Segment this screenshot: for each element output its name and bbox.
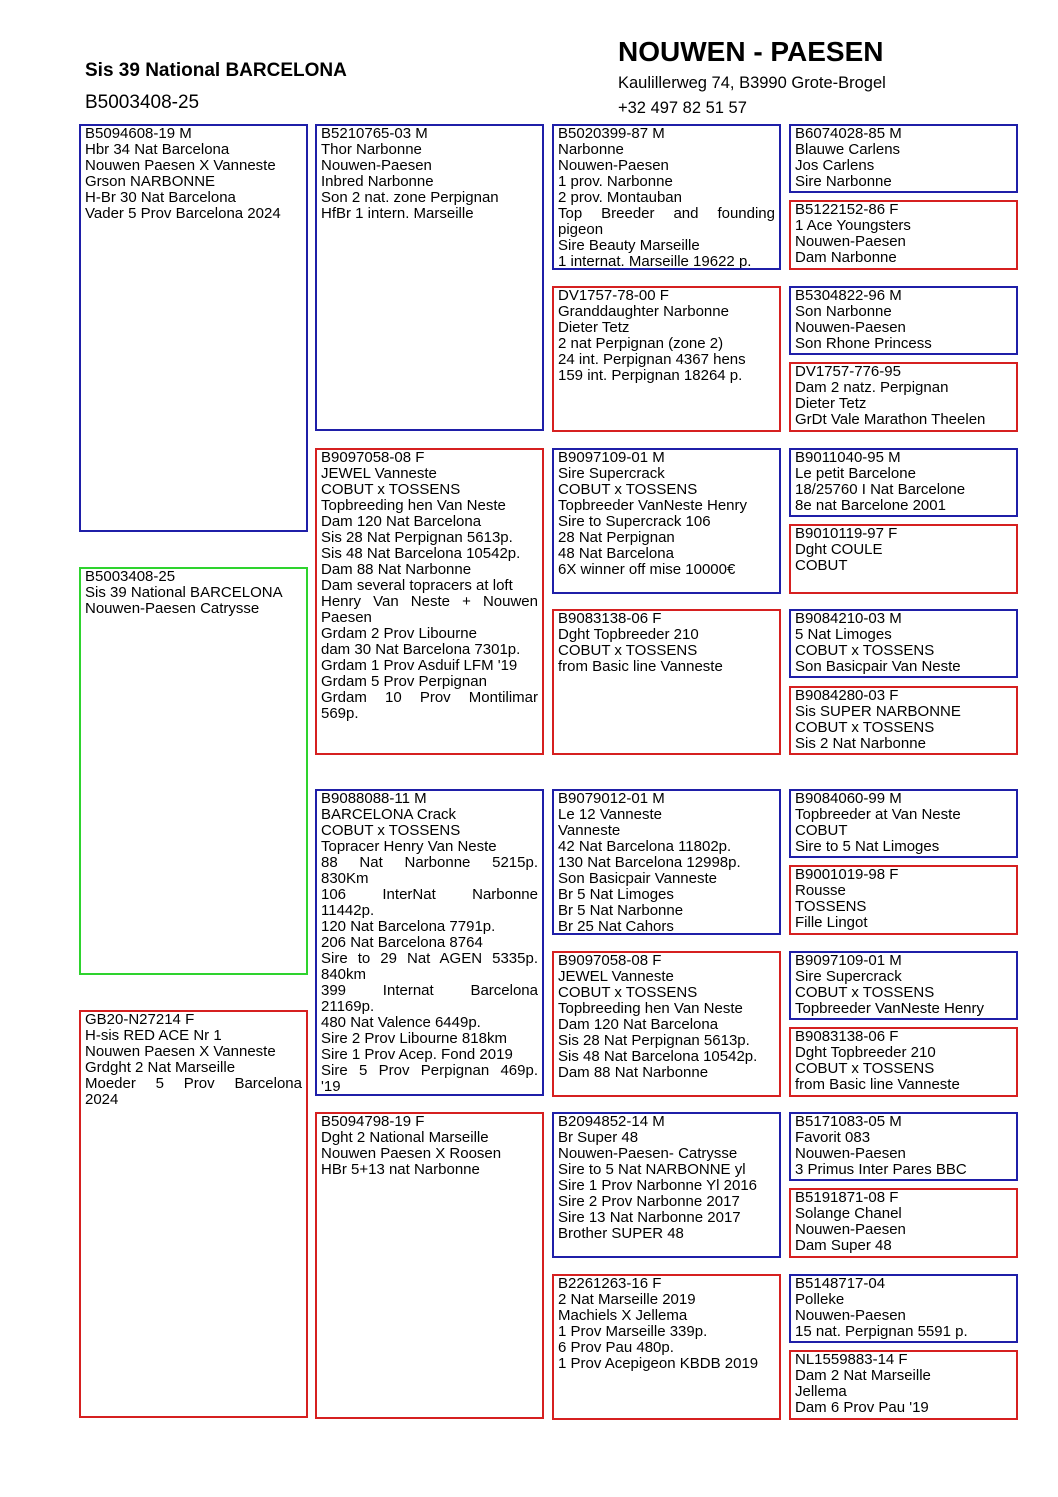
sdd-line: from Basic line Vanneste — [558, 658, 723, 675]
g4-line: Sis 2 Nat Narbonne — [795, 735, 926, 752]
sss-line: 1 internat. Marseille 19622 p. — [558, 253, 752, 270]
ds-line: Topracer Henry Van Neste — [321, 838, 497, 855]
subject-line: Sis 39 National BARCELONA — [85, 584, 283, 601]
g4-ring: B9011040-95 M — [795, 449, 901, 466]
sds-line: 6X winner off mise 10000€ — [558, 561, 736, 578]
ssd-line: Granddaughter Narbonne — [558, 303, 729, 320]
pedigree-title: Sis 39 National BARCELONA — [85, 60, 347, 81]
ssd-box — [552, 286, 781, 432]
g4-line: Blauwe Carlens — [795, 141, 901, 158]
g4-line: Son Narbonne — [795, 303, 892, 320]
g4-box-14 — [789, 1188, 1018, 1258]
sdd-line: Dght Topbreeder 210 — [558, 626, 699, 643]
g4-line: Topbreeder at Van Neste — [795, 806, 961, 823]
sd-line: Grdam 10 Prov Montilimar — [321, 689, 538, 706]
g4-ring: NL1559883-14 F — [795, 1351, 908, 1368]
g4-box-15 — [789, 1274, 1018, 1343]
g4-line: COBUT — [795, 557, 848, 574]
g4-line: Dam Narbonne — [795, 249, 897, 266]
dds-line: Sire to 5 Nat NARBONNE yl — [558, 1161, 746, 1178]
ds-line: 480 Nat Valence 6449p. — [321, 1014, 481, 1031]
sss-line: Nouwen-Paesen — [558, 157, 669, 174]
sds-ring: B9097109-01 M — [558, 449, 665, 466]
g4-line: Nouwen-Paesen — [795, 1221, 906, 1238]
ssd-line: 2 nat Perpignan (zone 2) — [558, 335, 724, 352]
ss-line: Inbred Narbonne — [321, 173, 434, 190]
g4-ring: B9084280-03 F — [795, 687, 899, 704]
sire-sire-box — [315, 124, 544, 431]
dsd-ring: B9097058-08 F — [558, 952, 662, 969]
g4-line: Dam 2 natz. Perpignan — [795, 379, 949, 396]
subject-ring: B5003408-25 — [85, 568, 176, 585]
sd-line: COBUT x TOSSENS — [321, 481, 461, 498]
dss-line: Br 25 Nat Cahors — [558, 918, 674, 935]
g4-line: 15 nat. Perpignan 5591 p. — [795, 1323, 968, 1340]
ssd-line: 24 int. Perpignan 4367 hens — [558, 351, 746, 368]
sds-line: COBUT x TOSSENS — [558, 481, 698, 498]
dsd-box — [552, 951, 781, 1097]
g4-line: 3 Primus Inter Pares BBC — [795, 1161, 967, 1178]
ds-line: Sire 5 Prov Perpignan 469p. — [321, 1062, 538, 1079]
sd-line: Grdam 5 Prov Perpignan — [321, 673, 487, 690]
g4-line: Dam 2 Nat Marseille — [795, 1367, 931, 1384]
ds-line: 830Km — [321, 870, 369, 887]
ss-line: Son 2 nat. zone Perpignan — [321, 189, 499, 206]
sdd-line: COBUT x TOSSENS — [558, 642, 698, 659]
ddd-ring: B2261263-16 F — [558, 1275, 662, 1292]
g4-line: 5 Nat Limoges — [795, 626, 892, 643]
dd-line: Nouwen Paesen X Roosen — [321, 1145, 502, 1162]
sds-line: 48 Nat Barcelona — [558, 545, 674, 562]
g4-ring: B5122152-86 F — [795, 201, 899, 218]
sd-line: Topbreeding hen Van Neste — [321, 497, 506, 514]
g4-line: Nouwen-Paesen — [795, 233, 906, 250]
dss-ring: B9079012-01 M — [558, 790, 665, 807]
sire-line: Nouwen Paesen X Vanneste — [85, 157, 276, 174]
g4-line: Jellema — [795, 1383, 847, 1400]
g4-box-6 — [789, 524, 1018, 594]
g4-box-8 — [789, 686, 1018, 755]
g4-line: COBUT — [795, 822, 848, 839]
sire-line: Grson NARBONNE — [85, 173, 216, 190]
sss-line: 2 prov. Montauban — [558, 189, 682, 206]
ds-line: 206 Nat Barcelona 8764 — [321, 934, 483, 951]
ddd-line: Machiels X Jellema — [558, 1307, 688, 1324]
sd-line: Paesen — [321, 609, 372, 626]
g4-box-9 — [789, 789, 1018, 858]
ds-line: Sire 1 Prov Acep. Fond 2019 — [321, 1046, 513, 1063]
g4-line: Sire Supercrack — [795, 968, 902, 985]
g4-line: 18/25760 I Nat Barcelone — [795, 481, 966, 498]
dam-ring: GB20-N27214 F — [85, 1011, 195, 1028]
dss-line: 130 Nat Barcelona 12998p. — [558, 854, 741, 871]
sire-ring: B5094608-19 M — [85, 125, 192, 142]
sds-line: Sire Supercrack — [558, 465, 665, 482]
ds-line: 120 Nat Barcelona 7791p. — [321, 918, 496, 935]
sd-line: JEWEL Vanneste — [321, 465, 437, 482]
sds-line: Sire to Supercrack 106 — [558, 513, 711, 530]
dam-sire-box — [315, 789, 544, 1096]
sire-line: Vader 5 Prov Barcelona 2024 — [85, 205, 281, 222]
sd-line: Grdam 1 Prov Asduif LFM '19 — [321, 657, 518, 674]
g4-line: Nouwen-Paesen — [795, 1307, 906, 1324]
g4-line: Dght COULE — [795, 541, 883, 558]
dsd-line: JEWEL Vanneste — [558, 968, 674, 985]
g4-line: TOSSENS — [795, 898, 867, 915]
g4-ring: B6074028-85 M — [795, 125, 902, 142]
sire-line: H-Br 30 Nat Barcelona — [85, 189, 236, 206]
sd-line: Dam 88 Nat Narbonne — [321, 561, 472, 578]
ds-line: 840km — [321, 966, 367, 983]
dam-line: H-sis RED ACE Nr 1 — [85, 1027, 222, 1044]
g4-ring: B5304822-96 M — [795, 287, 902, 304]
g4-box-7 — [789, 609, 1018, 678]
g4-line: Sis SUPER NARBONNE — [795, 703, 961, 720]
sdd-box — [552, 609, 781, 755]
sss-line: pigeon — [558, 221, 604, 238]
g4-line: Dieter Tetz — [795, 395, 867, 412]
ds-ring: B9088088-11 M — [321, 790, 427, 807]
dsd-line: Topbreeding hen Van Neste — [558, 1000, 743, 1017]
subject-line: Nouwen-Paesen Catrysse — [85, 600, 260, 617]
dam-line: Moeder 5 Prov Barcelona — [85, 1075, 302, 1092]
g4-ring: B9084060-99 M — [795, 790, 902, 807]
ds-line: 106 InterNat Narbonne — [321, 886, 538, 903]
dss-line: Br 5 Nat Limoges — [558, 886, 674, 903]
g4-ring: B9010119-97 F — [795, 525, 898, 542]
sss-line: 1 prov. Narbonne — [558, 173, 673, 190]
owner-name: NOUWEN - PAESEN — [618, 36, 884, 67]
sss-line: Top Breeder and founding — [558, 205, 775, 222]
sd-ring: B9097058-08 F — [321, 449, 425, 466]
g4-ring: B9001019-98 F — [795, 866, 899, 883]
sd-line: Dam several topracers at loft — [321, 577, 513, 594]
g4-line: Solange Chanel — [795, 1205, 902, 1222]
ds-line: 399 Internat Barcelona — [321, 982, 538, 999]
ss-line: Thor Narbonne — [321, 141, 422, 158]
ddd-line: 6 Prov Pau 480p. — [558, 1339, 674, 1356]
g4-line: Dam Super 48 — [795, 1237, 892, 1254]
g4-line: Polleke — [795, 1291, 845, 1308]
dss-line: Son Basicpair Vanneste — [558, 870, 717, 887]
sd-line: Henry Van Neste + Nouwen — [321, 593, 538, 610]
dsd-line: Sis 48 Nat Barcelona 10542p. — [558, 1048, 758, 1065]
dss-line: Br 5 Nat Narbonne — [558, 902, 684, 919]
ds-line: 88 Nat Narbonne 5215p. — [321, 854, 538, 871]
dd-ring: B5094798-19 F — [321, 1113, 425, 1130]
ds-line: Sire 2 Prov Libourne 818km — [321, 1030, 507, 1047]
ss-line: HfBr 1 intern. Marseille — [321, 205, 474, 222]
g4-line: Fille Lingot — [795, 914, 868, 931]
ss-ring: B5210765-03 M — [321, 125, 428, 142]
dds-line: Brother SUPER 48 — [558, 1225, 684, 1242]
sss-line: Sire Beauty Marseille — [558, 237, 700, 254]
dss-line: Le 12 Vanneste — [558, 806, 662, 823]
g4-line: COBUT x TOSSENS — [795, 984, 935, 1001]
g4-box-3 — [789, 286, 1018, 355]
g4-line: COBUT x TOSSENS — [795, 642, 935, 659]
dsd-line: Dam 120 Nat Barcelona — [558, 1016, 719, 1033]
g4-box-16 — [789, 1350, 1018, 1420]
g4-line: Jos Carlens — [795, 157, 875, 174]
dam-dam-box — [315, 1112, 544, 1419]
dam-line: 2024 — [85, 1091, 119, 1108]
g4-line: Son Basicpair Van Neste — [795, 658, 961, 675]
dam-line: Nouwen Paesen X Vanneste — [85, 1043, 276, 1060]
g4-line: Sire to 5 Nat Limoges — [795, 838, 940, 855]
g4-box-2 — [789, 200, 1018, 270]
dsd-line: Sis 28 Nat Perpignan 5613p. — [558, 1032, 750, 1049]
dam-line: Grdght 2 Nat Marseille — [85, 1059, 236, 1076]
g4-line: Sire Narbonne — [795, 173, 892, 190]
g4-box-13 — [789, 1112, 1018, 1181]
ssd-line: 159 int. Perpignan 18264 p. — [558, 367, 743, 384]
g4-line: 8e nat Barcelone 2001 — [795, 497, 946, 514]
g4-line: GrDt Vale Marathon Theelen — [795, 411, 986, 428]
sd-line: Dam 120 Nat Barcelona — [321, 513, 482, 530]
g4-ring: DV1757-776-95 — [795, 363, 901, 380]
sdd-ring: B9083138-06 F — [558, 610, 662, 627]
sss-box — [552, 124, 781, 270]
g4-box-11 — [789, 951, 1018, 1020]
g4-line: Rousse — [795, 882, 846, 899]
subject-box — [79, 567, 308, 975]
sire-dam-box — [315, 448, 544, 755]
g4-line: Favorit 083 — [795, 1129, 871, 1146]
ddd-line: 1 Prov Acepigeon KBDB 2019 — [558, 1355, 759, 1372]
g4-line: Dght Topbreeder 210 — [795, 1044, 936, 1061]
ddd-line: 2 Nat Marseille 2019 — [558, 1291, 696, 1308]
dss-line: 42 Nat Barcelona 11802p. — [558, 838, 732, 855]
ddd-line: 1 Prov Marseille 339p. — [558, 1323, 708, 1340]
subject-ring-number: B5003408-25 — [85, 92, 200, 113]
sss-ring: B5020399-87 M — [558, 125, 665, 142]
dds-line: Sire 2 Prov Narbonne 2017 — [558, 1193, 740, 1210]
ssd-line: Dieter Tetz — [558, 319, 630, 336]
dss-box — [552, 789, 781, 935]
g4-box-10 — [789, 865, 1018, 935]
ds-line: 11442p. — [321, 902, 375, 919]
g4-ring: B5171083-05 M — [795, 1113, 902, 1130]
ds-line: Sire to 29 Nat AGEN 5335p. — [321, 950, 538, 967]
sd-line: Sis 28 Nat Perpignan 5613p. — [321, 529, 513, 546]
dds-line: Sire 1 Prov Narbonne Yl 2016 — [558, 1177, 758, 1194]
owner-phone: +32 497 82 51 57 — [618, 99, 747, 117]
g4-box-12 — [789, 1027, 1018, 1097]
dss-line: Vanneste — [558, 822, 621, 839]
sd-line: dam 30 Nat Barcelona 7301p. — [321, 641, 521, 658]
sds-box — [552, 448, 781, 594]
g4-ring: B9084210-03 M — [795, 610, 902, 627]
g4-line: Le petit Barcelone — [795, 465, 916, 482]
g4-line: Topbreeder VanNeste Henry — [795, 1000, 984, 1017]
dsd-line: Dam 88 Nat Narbonne — [558, 1064, 709, 1081]
dds-line: Sire 13 Nat Narbonne 2017 — [558, 1209, 741, 1226]
dsd-line: COBUT x TOSSENS — [558, 984, 698, 1001]
g4-ring: B9097109-01 M — [795, 952, 902, 969]
g4-line: Nouwen-Paesen — [795, 1145, 906, 1162]
g4-box-4 — [789, 362, 1018, 432]
g4-line: Nouwen-Paesen — [795, 319, 906, 336]
g4-line: COBUT x TOSSENS — [795, 719, 935, 736]
ddd-box — [552, 1274, 781, 1420]
ss-line: Nouwen-Paesen — [321, 157, 432, 174]
sd-line: Grdam 2 Prov Libourne — [321, 625, 477, 642]
owner-address: Kaulillerweg 74, B3990 Grote-Brogel — [618, 74, 886, 92]
ds-line: '19 — [321, 1078, 341, 1095]
dd-line: Dght 2 National Marseille — [321, 1129, 489, 1146]
dds-line: Nouwen-Paesen- Catrysse — [558, 1145, 738, 1162]
ds-line: BARCELONA Crack — [321, 806, 457, 823]
g4-line: from Basic line Vanneste — [795, 1076, 960, 1093]
sd-line: 569p. — [321, 705, 359, 722]
g4-ring: B5148717-04 — [795, 1275, 886, 1292]
sss-line: Narbonne — [558, 141, 624, 158]
g4-ring: B9083138-06 F — [795, 1028, 899, 1045]
sd-line: Sis 48 Nat Barcelona 10542p. — [321, 545, 521, 562]
ssd-ring: DV1757-78-00 F — [558, 287, 669, 304]
g4-box-5 — [789, 448, 1018, 517]
dds-box — [552, 1112, 781, 1258]
sds-line: Topbreeder VanNeste Henry — [558, 497, 747, 514]
sds-line: 28 Nat Perpignan — [558, 529, 675, 546]
g4-ring: B5191871-08 F — [795, 1189, 899, 1206]
dds-ring: B2094852-14 M — [558, 1113, 665, 1130]
sire-line: Hbr 34 Nat Barcelona — [85, 141, 230, 158]
dds-line: Br Super 48 — [558, 1129, 639, 1146]
g4-line: 1 Ace Youngsters — [795, 217, 911, 234]
g4-line: Dam 6 Prov Pau '19 — [795, 1399, 929, 1416]
sire-box — [79, 124, 308, 532]
g4-line: Son Rhone Princess — [795, 335, 932, 352]
g4-box-1 — [789, 124, 1018, 193]
dd-line: HBr 5+13 nat Narbonne — [321, 1161, 480, 1178]
dam-box — [79, 1010, 308, 1418]
g4-line: COBUT x TOSSENS — [795, 1060, 935, 1077]
ds-line: 21169p. — [321, 998, 375, 1015]
ds-line: COBUT x TOSSENS — [321, 822, 461, 839]
